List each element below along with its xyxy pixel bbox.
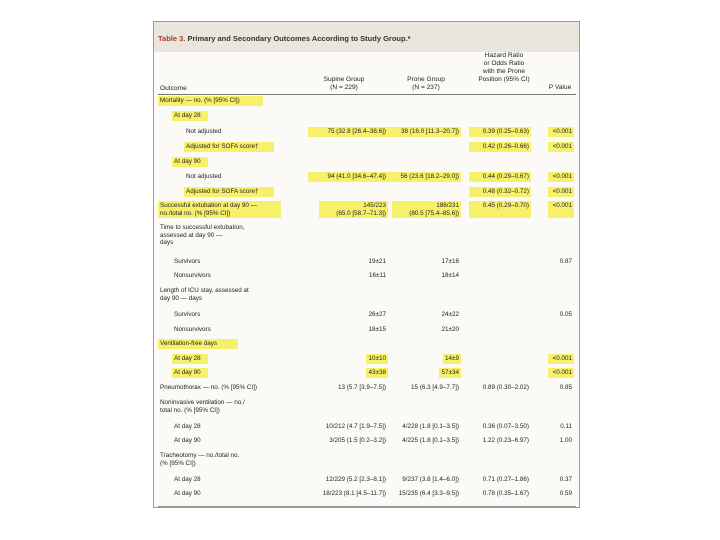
- supine-value: 19±21: [368, 258, 386, 265]
- supine-value: 26±27: [368, 311, 386, 318]
- row-label: Time to successful extubation, assessed at day 90 — days: [160, 224, 245, 246]
- hazard-ratio-value: 0.78 (0.35–1.67): [482, 490, 529, 497]
- row-label: Tracheotomy — no./total no. (% [95% CI]): [160, 452, 240, 467]
- table-number: Table 3.: [158, 34, 186, 43]
- p-value: 0.37: [559, 476, 572, 483]
- p-value: 0.11: [560, 423, 572, 430]
- p-value: <0.001: [552, 355, 572, 362]
- prone-value: 15/235 (6.4 [3.3–9.5]): [398, 490, 459, 497]
- row-label: Ventilation-free days: [160, 340, 218, 347]
- header-prone-group: Prone Group (N = 237): [407, 76, 445, 91]
- row-label: Not adjusted: [186, 173, 222, 180]
- table-title: Primary and Secondary Outcomes According to Study Group.*: [187, 34, 411, 43]
- row-label: Noninvasive ventilation — no./ total no. (% [95% CI]): [160, 399, 245, 414]
- p-value: 1.00: [559, 437, 572, 444]
- bottom-rule: [158, 506, 576, 507]
- prone-value: 21±20: [441, 326, 459, 333]
- row-label: Adjusted for SOFA score†: [186, 188, 259, 195]
- hazard-ratio-value: 0.42 (0.26–0.66): [482, 143, 529, 150]
- prone-value: 57±34: [441, 369, 459, 376]
- hazard-ratio-value: 0.44 (0.29–0.67): [482, 173, 529, 180]
- prone-value: 18±14: [441, 272, 459, 279]
- p-value: <0.001: [552, 188, 572, 195]
- row-label: Adjusted for SOFA score†: [186, 143, 259, 150]
- supine-value: 12/229 (5.2 [2.3–8.1]): [325, 476, 386, 483]
- row-label: At day 28: [174, 476, 201, 483]
- supine-value: 16±11: [369, 272, 386, 279]
- row-label: Not adjusted: [186, 128, 222, 135]
- row-label: At day 28: [174, 112, 201, 119]
- supine-value: 13 (5.7 [3.9–7.5]): [338, 384, 386, 391]
- p-value: <0.001: [552, 202, 572, 209]
- prone-value: 186/231 (80.5 [75.4–85.6]): [409, 202, 459, 217]
- caption-bar: [154, 22, 579, 52]
- prone-value: 56 (23.6 [18.2–29.0]): [400, 173, 459, 180]
- supine-value: 18±15: [368, 326, 386, 333]
- row-label: Length of ICU stay, assessed at day 90 — days: [160, 287, 249, 302]
- row-label: At day 90: [174, 369, 201, 376]
- supine-value: 43±38: [368, 369, 386, 376]
- row-label: Survivors: [174, 311, 201, 318]
- header-supine-group: Supine Group (N = 229): [323, 76, 365, 91]
- hazard-ratio-value: 0.45 (0.29–0.70): [482, 202, 529, 209]
- row-label: Nonsurvivors: [174, 326, 211, 333]
- row-label: At day 28: [174, 355, 201, 362]
- row-label: Mortality — no. (% [95% CI]): [160, 97, 240, 104]
- prone-value: 9/237 (3.8 [1.4–6.0]): [402, 476, 459, 483]
- supine-value: 3/205 (1.5 [0.2–3.2]): [329, 437, 386, 444]
- supine-value: 10±10: [368, 355, 386, 362]
- row-label: At day 28: [174, 423, 201, 430]
- row-label: Survivors: [174, 258, 201, 265]
- prone-value: 38 (16.0 [11.3–20.7]): [401, 128, 459, 135]
- p-value: <0.001: [552, 173, 572, 180]
- hazard-ratio-value: 0.48 (0.32–0.72): [482, 188, 529, 195]
- prone-value: 24±22: [441, 311, 459, 318]
- row-label: Pneumothorax — no. (% [95% CI]): [160, 384, 257, 391]
- hazard-ratio-value: 0.39 (0.25–0.63): [482, 128, 529, 135]
- prone-value: 4/228 (1.8 [0.1–3.5]): [402, 423, 459, 430]
- prone-value: 4/225 (1.8 [0.1–3.5]): [402, 437, 459, 444]
- row-label: At day 90: [174, 437, 201, 444]
- hazard-ratio-value: 0.71 (0.27–1.86): [482, 476, 529, 483]
- hazard-ratio-value: 1.22 (0.23–6.97): [482, 437, 529, 444]
- supine-value: 10/212 (4.7 [1.9–7.5]): [325, 423, 386, 430]
- row-label: At day 90: [174, 158, 201, 165]
- p-value: 0.85: [559, 384, 572, 391]
- prone-value: 15 (6.3 [4.9–7.7]): [411, 384, 459, 391]
- table-caption: [158, 34, 411, 43]
- row-label: Nonsurvivors: [174, 272, 211, 279]
- p-value: <0.001: [552, 369, 572, 376]
- prone-value: 14±9: [445, 355, 459, 362]
- row-label: At day 90: [174, 490, 201, 497]
- p-value: 0.87: [559, 258, 572, 265]
- p-value: <0.001: [552, 128, 572, 135]
- supine-value: 94 (41.0 [34.6–47.4]): [327, 173, 386, 180]
- header-outcome: Outcome: [160, 85, 187, 92]
- hazard-ratio-value: 0.36 (0.07–3.50): [482, 423, 529, 430]
- supine-value: 145/223 (65.0 [58.7–71.3]): [336, 202, 386, 217]
- table-card: [153, 21, 580, 508]
- supine-value: 75 (32.8 [26.4–38.6]): [327, 128, 386, 135]
- header-p-value: P Value: [548, 84, 572, 91]
- hazard-ratio-value: 0.89 (0.30–2.02): [482, 384, 529, 391]
- row-label: Successful extubation at day 90 — no./total no. (% [95% CI]): [160, 202, 257, 217]
- p-value: 0.59: [559, 490, 572, 497]
- supine-value: 18/223 (8.1 [4.5–11.7]): [322, 490, 386, 497]
- p-value: <0.001: [552, 143, 572, 150]
- prone-value: 17±16: [441, 258, 459, 265]
- p-value: 0.05: [559, 311, 572, 318]
- header-hazard-ratio: Hazard Ratio or Odds Ratio with the Prone Position (95% CI): [478, 52, 530, 83]
- header-rule: [158, 94, 576, 95]
